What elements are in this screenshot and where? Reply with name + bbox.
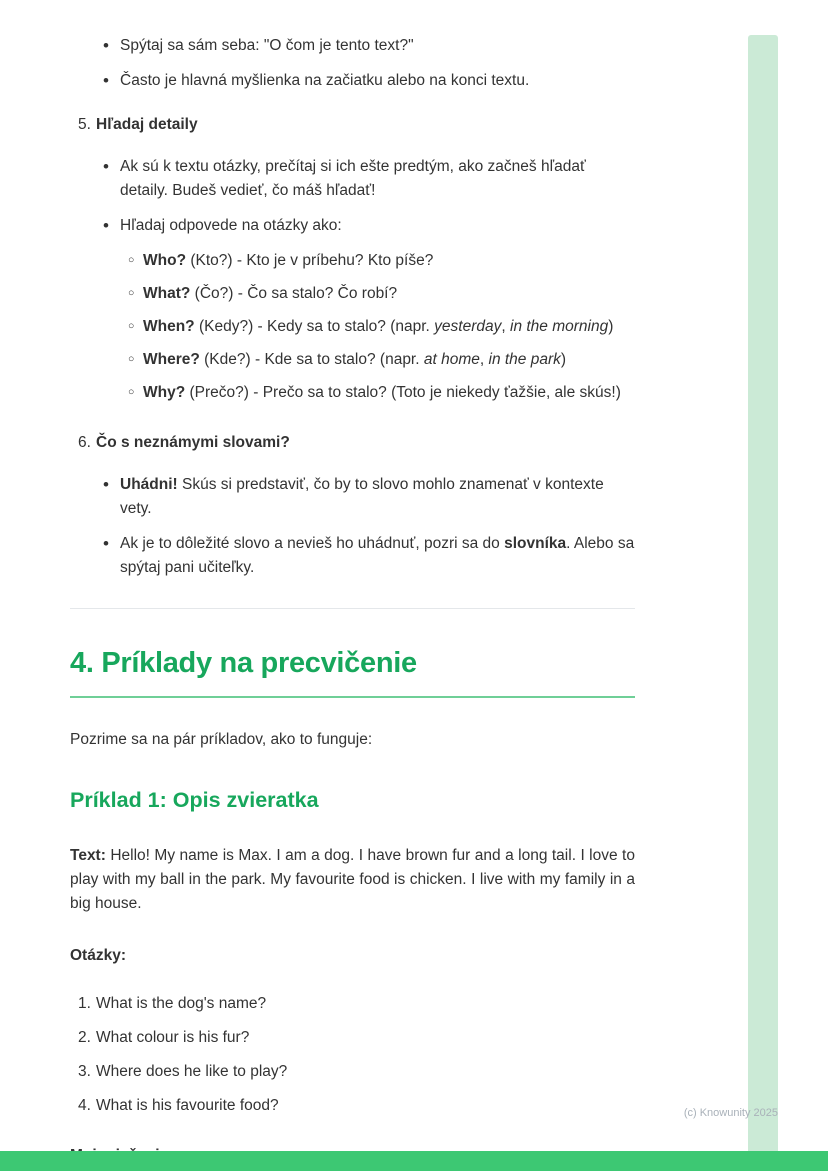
list-item	[70, 155, 635, 203]
numbered-item-5	[70, 113, 635, 137]
questions-label: Otázky:	[70, 946, 126, 964]
list-item-text: Často je hlavná myšlienka na začiatku alebo na konci textu.	[120, 72, 530, 90]
circle-bullet-icon: ○	[128, 386, 135, 399]
list-item	[70, 282, 635, 306]
list-item	[70, 249, 635, 273]
item5-sub-bullet-list	[70, 249, 635, 405]
list-number: 6.	[78, 434, 91, 452]
question-text: What is his favourite food?	[96, 1096, 279, 1114]
example-text: Text: Hello! My name is Max. I am a dog. I have brown fur and a long tail. I love to play with my ball in the park. My favourite food is chicken. I live with my family in a big house.	[70, 846, 635, 912]
question-text: What is the dog's name?	[96, 994, 267, 1012]
bullet-icon: •	[103, 71, 109, 91]
item5-bullet-list	[70, 155, 635, 238]
question-text: What colour is his fur?	[96, 1028, 250, 1046]
list-number: 1.	[78, 994, 91, 1012]
bullet-icon: •	[103, 157, 109, 177]
list-item-text: Who? (Kto?) - Kto je v príbehu? Kto píše?	[143, 252, 434, 270]
questions-list	[70, 992, 635, 1118]
list-item-text: Spýtaj sa sám seba: "O čom je tento text?"	[120, 37, 414, 54]
side-accent-stripe	[748, 35, 778, 1171]
question-item	[70, 1026, 635, 1050]
numbered-item-title: Čo s neznámymi slovami?	[96, 434, 290, 452]
list-number: 4.	[78, 1096, 91, 1114]
question-item	[70, 992, 635, 1016]
question-text: Where does he like to play?	[96, 1062, 288, 1080]
circle-bullet-icon: ○	[128, 254, 135, 267]
list-item-text: What? (Čo?) - Čo sa stalo? Čo robí?	[143, 285, 398, 303]
list-item-text: Hľadaj odpovede na otázky ako:	[120, 217, 342, 235]
list-item	[70, 348, 635, 372]
example-heading: Príklad 1: Opis zvieratka	[70, 788, 319, 813]
bottom-accent-bar	[0, 1151, 828, 1171]
circle-bullet-icon: ○	[128, 287, 135, 300]
circle-bullet-icon: ○	[128, 320, 135, 333]
list-item-text: Uhádni! Skús si predstaviť, čo by to slovo mohlo znamenať v kontexte vety.	[120, 476, 604, 518]
section-divider	[70, 608, 635, 609]
list-item-text: Where? (Kde?) - Kde sa to stalo? (napr. at home, in the park)	[143, 351, 567, 369]
bullet-icon: •	[103, 534, 109, 554]
list-item	[70, 69, 635, 93]
numbered-item-title: Hľadaj detaily	[96, 116, 198, 134]
top-bullet-list	[70, 34, 635, 93]
circle-bullet-icon: ○	[128, 353, 135, 366]
list-item	[70, 214, 635, 238]
footer-credit: (c) Knowunity 2025	[683, 1107, 778, 1119]
list-item-text: Ak sú k textu otázky, prečítaj si ich ešte predtým, ako začneš hľadať detaily. Budeš vedieť, čo máš hľadať!	[120, 158, 586, 200]
list-item	[70, 532, 635, 580]
bullet-icon: •	[103, 36, 109, 55]
section-intro: Pozrime sa na pár príkladov, ako to funguje:	[70, 731, 373, 749]
list-item-text: Ak je to dôležité slovo a nevieš ho uhádnuť, pozri sa do slovníka. Alebo sa spýtaj pani učiteľky.	[120, 535, 635, 577]
bullet-icon: •	[103, 475, 109, 495]
question-item	[70, 1094, 635, 1118]
list-item	[70, 381, 635, 405]
list-item-text: When? (Kedy?) - Kedy sa to stalo? (napr. yesterday, in the morning)	[143, 318, 614, 336]
bullet-icon: •	[103, 216, 109, 236]
list-item-text: Why? (Prečo?) - Prečo sa to stalo? (Toto je niekedy ťažšie, ale skús!)	[143, 384, 621, 402]
list-number: 5.	[78, 116, 91, 134]
section-heading: 4. Príklady na precvičenie	[70, 641, 635, 698]
list-item	[70, 315, 635, 339]
list-number: 2.	[78, 1028, 91, 1046]
list-number: 3.	[78, 1062, 91, 1080]
numbered-item-6	[70, 431, 635, 455]
item6-bullet-list	[70, 473, 635, 580]
list-item	[70, 34, 635, 58]
document-content	[70, 34, 635, 1168]
list-item	[70, 473, 635, 521]
question-item	[70, 1060, 635, 1084]
